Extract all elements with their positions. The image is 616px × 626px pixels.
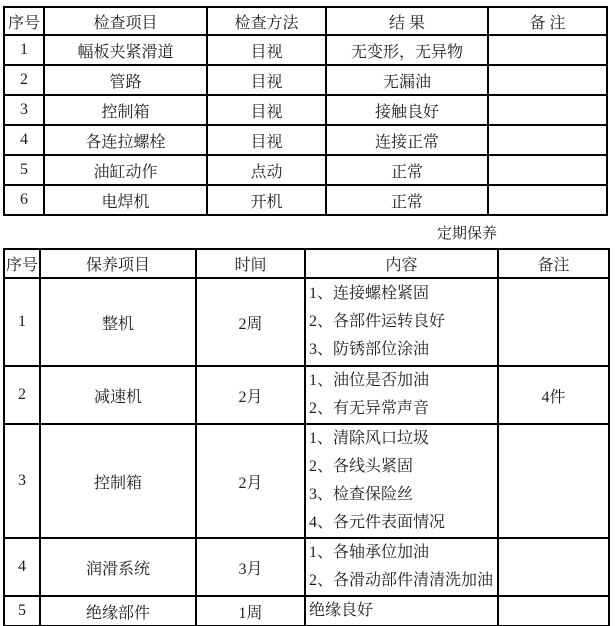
cell-item: 油缸动作 bbox=[44, 155, 207, 185]
table-row bbox=[4, 35, 607, 65]
inspection-table bbox=[3, 6, 608, 216]
table-row bbox=[4, 95, 607, 125]
cell-content bbox=[305, 596, 498, 626]
cell-note: 4件 bbox=[498, 366, 609, 424]
content-line: 3、检查保险丝 bbox=[309, 486, 414, 503]
cell-note bbox=[488, 185, 607, 215]
cell-item: 各连拉螺栓 bbox=[44, 125, 207, 155]
maintenance-table bbox=[3, 248, 610, 626]
column-header: 检查方法 bbox=[207, 7, 326, 35]
column-header: 序号 bbox=[4, 7, 44, 35]
cell-method: 目视 bbox=[207, 125, 326, 155]
cell-item: 整机 bbox=[40, 278, 196, 366]
cell-serial: 4 bbox=[4, 125, 44, 155]
cell-serial: 5 bbox=[4, 155, 44, 185]
cell-result: 正常 bbox=[326, 155, 488, 185]
cell-serial: 4 bbox=[4, 538, 40, 596]
cell-method: 点动 bbox=[207, 155, 326, 185]
cell-note bbox=[498, 278, 609, 366]
column-header: 备注 bbox=[498, 249, 609, 278]
table-row bbox=[4, 366, 609, 424]
content-line: 绝缘良好 bbox=[309, 602, 374, 619]
cell-note bbox=[488, 125, 607, 155]
cell-content bbox=[305, 424, 498, 538]
column-header: 保养项目 bbox=[40, 249, 196, 278]
cell-result: 无漏油 bbox=[326, 65, 488, 95]
table-row bbox=[4, 278, 609, 366]
cell-result: 无变形，无异物 bbox=[326, 35, 488, 65]
column-header: 内容 bbox=[305, 249, 498, 278]
maintenance-header-row bbox=[4, 249, 609, 278]
content-line: 2、各部件运转良好 bbox=[309, 313, 446, 330]
content-line: 1、各轴承位加油 bbox=[309, 544, 430, 561]
cell-serial: 6 bbox=[4, 185, 44, 215]
table-row bbox=[4, 538, 609, 596]
table-row bbox=[4, 125, 607, 155]
cell-note bbox=[498, 538, 609, 596]
cell-method: 目视 bbox=[207, 95, 326, 125]
cell-method: 目视 bbox=[207, 35, 326, 65]
table-row bbox=[4, 65, 607, 95]
cell-time: 2月 bbox=[196, 366, 305, 424]
cell-serial: 1 bbox=[4, 278, 40, 366]
cell-item: 管路 bbox=[44, 65, 207, 95]
cell-time: 3月 bbox=[196, 538, 305, 596]
cell-note bbox=[488, 65, 607, 95]
content-line: 1、连接螺栓紧固 bbox=[309, 285, 430, 302]
table-row bbox=[4, 185, 607, 215]
cell-note bbox=[488, 95, 607, 125]
cell-item: 润滑系统 bbox=[40, 538, 196, 596]
cell-serial: 5 bbox=[4, 596, 40, 626]
column-header: 结 果 bbox=[326, 7, 488, 35]
cell-time: 1周 bbox=[196, 596, 305, 626]
cell-serial: 3 bbox=[4, 95, 44, 125]
content-line: 2、有无异常声音 bbox=[309, 400, 430, 417]
cell-item: 控制箱 bbox=[40, 424, 196, 538]
cell-result: 接触良好 bbox=[326, 95, 488, 125]
cell-item: 减速机 bbox=[40, 366, 196, 424]
cell-item: 控制箱 bbox=[44, 95, 207, 125]
table-row bbox=[4, 424, 609, 538]
content-line: 3、防锈部位涂油 bbox=[309, 341, 430, 358]
table-row bbox=[4, 155, 607, 185]
cell-serial: 2 bbox=[4, 65, 44, 95]
column-header: 时间 bbox=[196, 249, 305, 278]
cell-time: 2月 bbox=[196, 424, 305, 538]
cell-serial: 3 bbox=[4, 424, 40, 538]
section-label: 定期保养 bbox=[437, 225, 498, 242]
inspection-header-row bbox=[4, 7, 607, 35]
content-line: 1、油位是否加油 bbox=[309, 372, 430, 389]
column-header: 序号 bbox=[4, 249, 40, 278]
cell-note bbox=[498, 424, 609, 538]
cell-item: 幅板夹紧滑道 bbox=[44, 35, 207, 65]
column-header: 备 注 bbox=[488, 7, 607, 35]
cell-content bbox=[305, 538, 498, 596]
content-line: 2、各滑动部件清清洗加油 bbox=[309, 572, 494, 589]
cell-time: 2周 bbox=[196, 278, 305, 366]
content-line: 1、清除风口垃圾 bbox=[309, 430, 430, 447]
cell-item: 电焊机 bbox=[44, 185, 207, 215]
content-line: 2、各线头紧固 bbox=[309, 458, 414, 475]
cell-result: 正常 bbox=[326, 185, 488, 215]
cell-serial: 2 bbox=[4, 366, 40, 424]
cell-note bbox=[498, 596, 609, 626]
cell-serial: 1 bbox=[4, 35, 44, 65]
table-row bbox=[4, 596, 609, 626]
cell-note bbox=[488, 35, 607, 65]
cell-item: 绝缘部件 bbox=[40, 596, 196, 626]
cell-note bbox=[488, 155, 607, 185]
cell-method: 目视 bbox=[207, 65, 326, 95]
cell-content bbox=[305, 278, 498, 366]
cell-result: 连接正常 bbox=[326, 125, 488, 155]
content-line: 4、各元件表面情况 bbox=[309, 514, 446, 531]
cell-method: 开机 bbox=[207, 185, 326, 215]
section-label-row bbox=[0, 216, 616, 248]
column-header: 检查项目 bbox=[44, 7, 207, 35]
cell-content bbox=[305, 366, 498, 424]
